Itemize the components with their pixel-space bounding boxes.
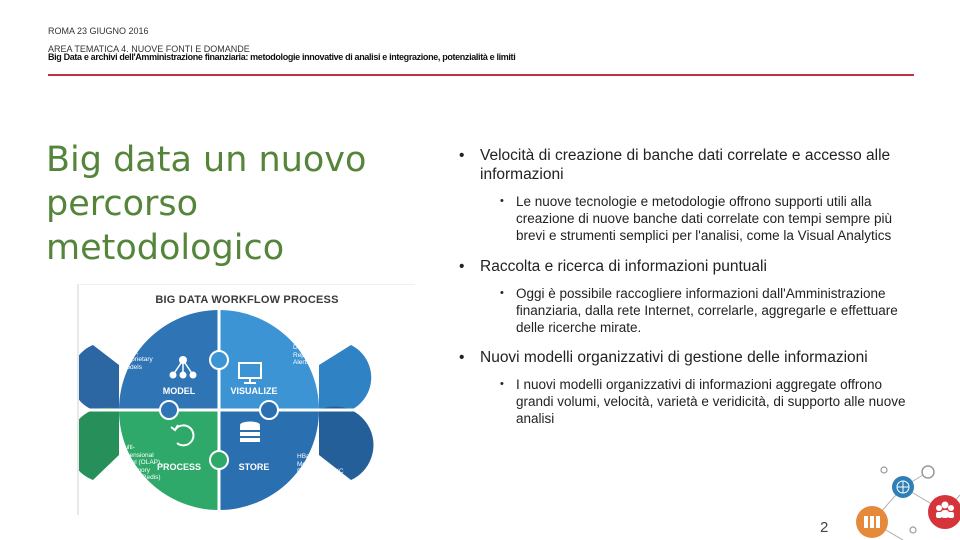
workflow-heading: BIG DATA WORKFLOW PROCESS bbox=[155, 294, 339, 306]
process-note-line: dimensional bbox=[119, 451, 154, 459]
bullet-dot-icon: • bbox=[459, 147, 465, 164]
model-note-line: ETL, bbox=[121, 341, 135, 348]
store-note-line: PostgreSQL-XC bbox=[297, 468, 344, 475]
model-note-line: Proprietary bbox=[121, 356, 153, 363]
store-label: STORE bbox=[238, 462, 270, 472]
node-icon bbox=[922, 466, 934, 478]
model-note-line: Mesa, bbox=[121, 348, 139, 356]
visualize-note-line: Dashboards, bbox=[293, 344, 330, 351]
bullet-text: Raccolta e ricerca di informazioni puntuali bbox=[480, 258, 767, 275]
sub-bullet-text: I nuovi modelli organizzativi di informazioni aggregate offrono grandi volumi, velocità, varietà e veridicità, di supporto alle nuove analisi bbox=[516, 377, 906, 426]
sub-bullet-text: Oggi è possibile raccogliere informazioni dall'Amministrazione finanziaria, dalla rete Internet, correlarle, aggregarle e effettuare delle ricerche mirate. bbox=[516, 286, 898, 335]
sub-bullet-text: Le nuove tecnologie e metodologie offrono supporti utili alla creazione di nuove banche dati correlate con tempi sempre più brevi e strumenti semplici per l'analisi, come la Visual Analytics bbox=[516, 194, 892, 243]
bullet-dot-icon: • bbox=[459, 349, 465, 366]
bullet-dot-icon: • bbox=[500, 287, 504, 299]
bullet-dot-icon: • bbox=[500, 378, 504, 390]
process-note-line: model (OLAP), bbox=[119, 459, 162, 466]
store-note-line: HBase, bbox=[297, 453, 319, 460]
title-line-2: percorso bbox=[46, 184, 199, 224]
process-note-line: In-memory bbox=[119, 466, 151, 474]
bullet-text: Nuovi modelli organizzativi di gestione delle informazioni bbox=[480, 349, 868, 366]
header-date: ROMA 23 GIUGNO 2016 bbox=[48, 26, 149, 36]
bullet-text: Velocità di creazione di banche dati correlate e accesso alle informazioni bbox=[480, 147, 891, 183]
visualize-note-line: Alerts bbox=[293, 359, 310, 366]
visualize-label: VISUALIZE bbox=[230, 386, 278, 396]
node-icon bbox=[910, 527, 916, 533]
title-line-3: metodologico bbox=[46, 228, 285, 268]
store-note-line: MongoDB, bbox=[297, 460, 328, 468]
process-note-line: Cache (Redis) bbox=[119, 474, 161, 481]
process-label: PROCESS bbox=[156, 462, 201, 472]
bullet-dot-icon: • bbox=[500, 195, 504, 207]
model-label: MODEL bbox=[162, 386, 196, 396]
bullet-dot-icon: • bbox=[459, 258, 465, 275]
model-note-line: Models bbox=[121, 363, 142, 371]
title-line-1: Big data un nuovo bbox=[46, 140, 367, 180]
page-number: 2 bbox=[820, 519, 829, 536]
process-note-line: Multi- bbox=[119, 444, 135, 451]
header-topic: Big Data e archivi dell'Amministrazione finanziaria: metodologie innovative di analisi e integrazione, potenzialità e limiti bbox=[48, 52, 516, 62]
visualize-note-line: Reports, bbox=[293, 351, 318, 359]
header-area: AREA TEMATICA 4. NUOVE FONTI E DOMANDE bbox=[48, 44, 250, 54]
node-icon bbox=[881, 467, 887, 473]
